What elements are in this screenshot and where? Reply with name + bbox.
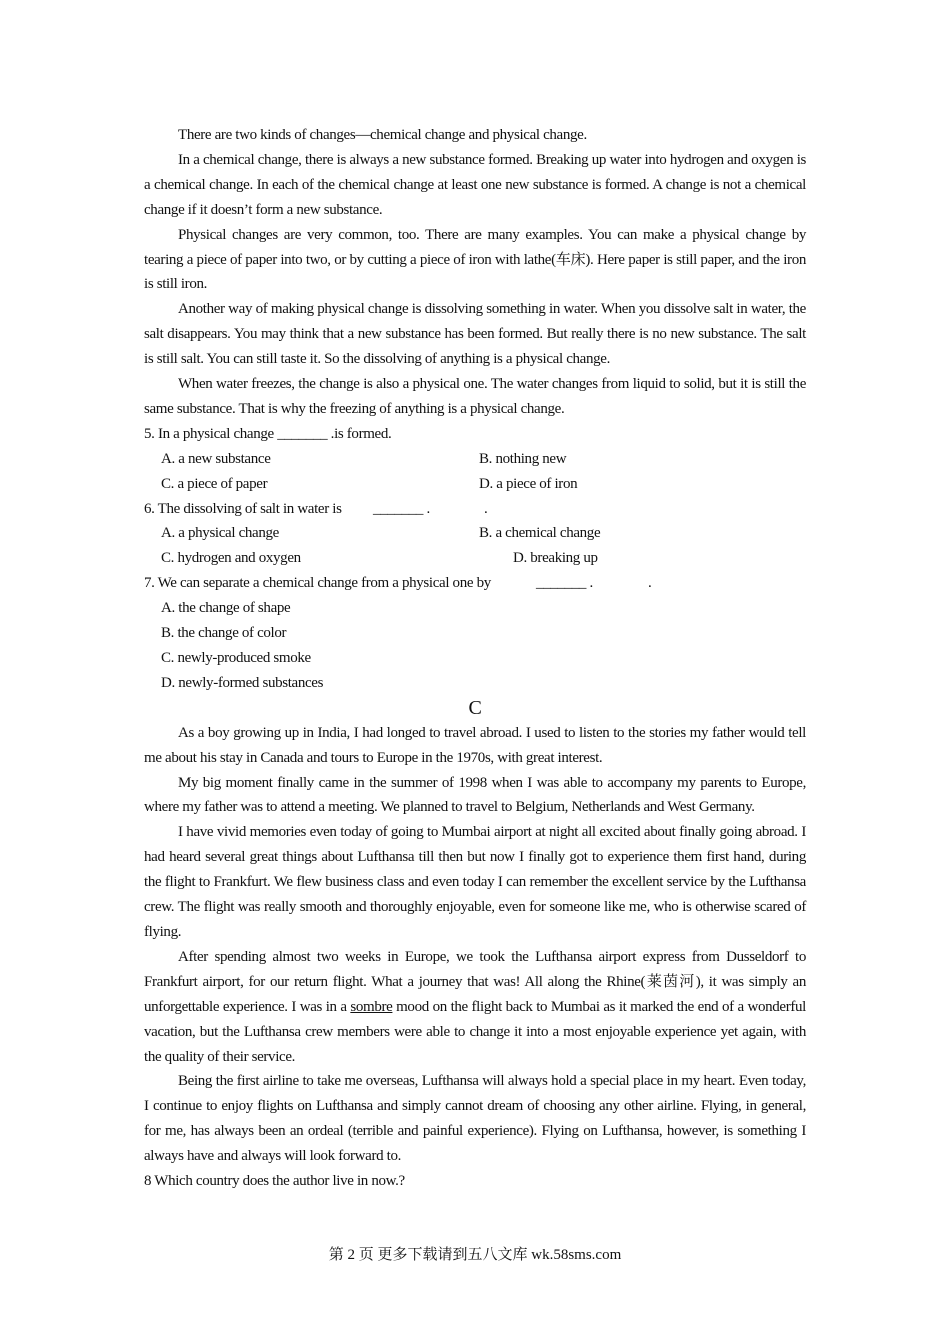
question-5-stem: 5. In a physical change _______ .is formed. <box>144 425 392 442</box>
passage-c-paragraph-3: I have vivid memories even today of going to Mumbai airport at night all excited about finally going abroad. I had heard several great things about Lufthansa till then but now I finally got to experience them first hand, during the flight to Frankfurt. We flew business class and even today I can remember the excellent service by the Lufthansa crew. The flight was really smooth and thoroughly enjoyable, even for someone like me, who is otherwise scared of flying. <box>144 824 806 940</box>
passage-b-paragraph-2: In a chemical change, there is always a new substance formed. Breaking up water into hydrogen and oxygen is a chemical change. In each of the chemical change at least one new substance is formed. A change is not a chemical change if it doesn’t form a new substance. <box>144 151 806 218</box>
question-5-option-b: B. nothing new <box>479 450 567 467</box>
question-6-option-a: A. a physical change <box>161 525 279 542</box>
question-5-options-row-1 <box>144 447 806 472</box>
passage-c-paragraph-2: My big moment finally came in the summer of 1998 when I was able to accompany my parents to Europe, where my father was to attend a meeting. We planned to travel to Belgium, Netherlands and West Germany. <box>144 774 806 816</box>
passage-c-paragraph-4-start: After spending almost two weeks in Europe, we took the Lufthansa airport express from Dusseldorf to Frankfurt airport, for our return flight. What a journey that was! All along the Rhine(莱茵河), it was simply an unforgettable experience. I was in a <box>144 948 806 1015</box>
passage-c-paragraph-5: Being the first airline to take me overseas, Lufthansa will always hold a special place in my heart. Even today, I continue to enjoy flights on Lufthansa and simply cannot dream of choosing any other airline. Flying, in general, for me, has always been an ordeal (terrible and painful experience). Flying on Lufthansa, however, is something I always have and always will look forward to. <box>144 1073 806 1165</box>
question-7-stem <box>144 571 806 596</box>
page-footer: 第 2 页 更多下载请到五八文库 wk.58sms.com <box>328 1247 622 1263</box>
question-7-trailing-mark: . <box>648 575 652 592</box>
underlined-word-sombre: sombre <box>350 998 393 1015</box>
question-7-option-c: C. newly-produced smoke <box>161 649 311 666</box>
section-c-heading: C <box>468 696 482 719</box>
question-6-option-b: B. a chemical change <box>479 525 601 542</box>
question-6-option-c: C. hydrogen and oxygen <box>161 550 301 567</box>
question-5-option-a: A. a new substance <box>161 450 271 467</box>
question-7-blank: _______ . <box>536 575 593 592</box>
question-6-option-d: D. breaking up <box>513 550 598 567</box>
passage-c-paragraph-4-end: mood on the flight back to Mumbai as it marked the end of a wonderful vacation, but the Lufthansa crew members were able to change it into a most enjoyable experience yet again, with the quality of their service. <box>144 998 806 1065</box>
passage-c-paragraph-1: As a boy growing up in India, I had longed to travel abroad. I used to listen to the stories my father would tell me about his stay in Canada and tours to Europe in the 1970s, with great interest. <box>144 724 806 766</box>
question-6-stem-text: 6. The dissolving of salt in water is <box>144 500 342 517</box>
passage-b-paragraph-5: When water freezes, the change is also a physical one. The water changes from liquid to solid, but it is still the same substance. That is why the freezing of anything is a physical change. <box>144 376 806 417</box>
question-5-options-row-2 <box>144 472 806 497</box>
page-content <box>144 123 806 1194</box>
question-6-stem <box>144 497 806 522</box>
question-7-option-d: D. newly-formed substances <box>161 674 324 691</box>
question-6-blank: _______ . <box>373 500 430 517</box>
question-6-options-row-1 <box>144 521 806 546</box>
question-6-options-row-2 <box>144 546 806 571</box>
question-7-option-a: A. the change of shape <box>161 600 291 617</box>
question-8-stem: 8 Which country does the author live in now.? <box>144 1173 405 1190</box>
passage-b-paragraph-1: There are two kinds of changes—chemical change and physical change. <box>178 127 587 143</box>
passage-b-paragraph-3: Physical changes are very common, too. There are many examples. You can make a physical change by tearing a piece of paper into two, or by cutting a piece of iron with lathe(车床). Here paper is still paper, and the iron is still iron. <box>144 226 806 293</box>
question-5-option-c: C. a piece of paper <box>161 475 268 492</box>
question-7-option-b: B. the change of color <box>161 625 287 642</box>
question-7-stem-text: 7. We can separate a chemical change from a physical one by <box>144 575 491 592</box>
question-5-option-d: D. a piece of iron <box>479 475 578 492</box>
passage-c-paragraph-4 <box>144 945 806 1070</box>
question-6-trailing-mark: . <box>484 500 488 517</box>
passage-b-paragraph-4: Another way of making physical change is dissolving something in water. When you dissolve salt in water, the salt disappears. You may think that a new substance has been formed. But really there is no new substance. The salt is still salt. You can still taste it. So the dissolving of anything is a physical change. <box>144 301 806 368</box>
